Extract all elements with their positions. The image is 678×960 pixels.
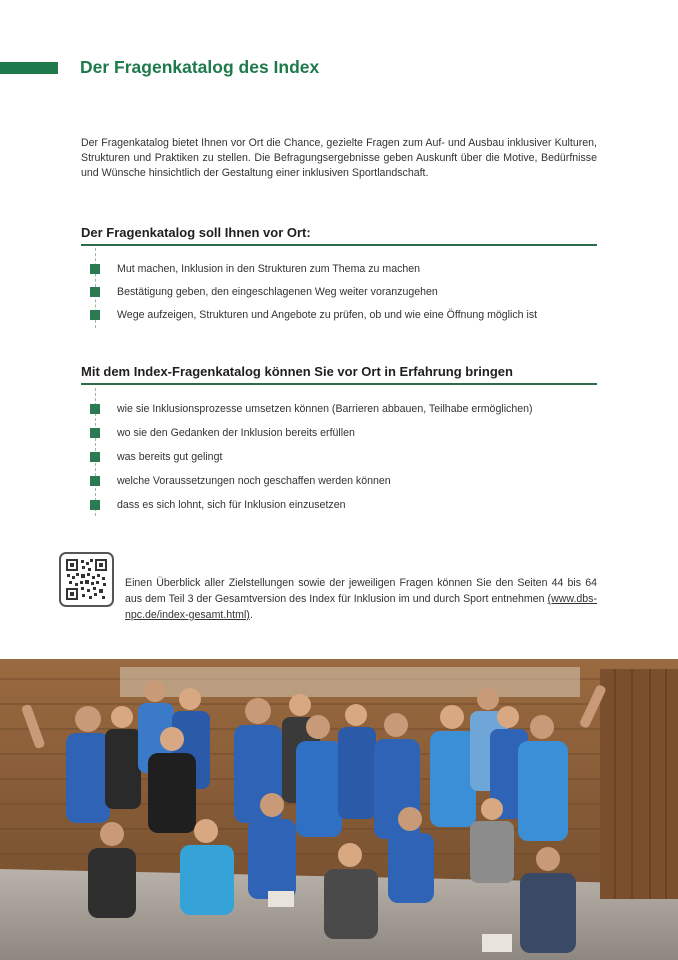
list-item	[81, 402, 597, 416]
list-item-text: welche Voraussetzungen noch geschaffen werden können	[117, 475, 391, 487]
page-title: Der Fragenkatalog des Index	[80, 57, 320, 77]
bullet-square-icon	[90, 452, 100, 462]
bullet-square-icon	[90, 264, 100, 274]
list-item	[81, 450, 597, 464]
list-item	[81, 426, 597, 440]
qr-note-tail: .	[249, 609, 253, 621]
list-item	[81, 285, 597, 299]
list-item-text: dass es sich lohnt, sich für Inklusion einzusetzen	[117, 499, 346, 511]
list-item-text: wie sie Inklusionsprozesse umsetzen können (Barrieren abbauen, Teilhabe ermöglichen)	[117, 403, 533, 415]
section-heading-2: Mit dem Index-Fragenkatalog können Sie vor Ort in Erfahrung bringen	[81, 364, 597, 385]
group-photo-illustration	[0, 659, 678, 960]
bullet-list-1	[81, 262, 597, 331]
accent-bar	[0, 62, 58, 74]
group-photo	[0, 659, 678, 960]
bullet-square-icon	[90, 310, 100, 320]
list-item	[81, 308, 597, 322]
bullet-square-icon	[90, 404, 100, 414]
list-item	[81, 474, 597, 488]
list-item-text: Wege aufzeigen, Strukturen und Angebote zu prüfen, ob und wie eine Öffnung möglich ist	[117, 309, 538, 321]
list-item-text: was bereits gut gelingt	[117, 451, 223, 463]
bullet-list-2	[81, 402, 597, 522]
qr-code-icon[interactable]	[59, 552, 114, 607]
bullet-square-icon	[90, 287, 100, 297]
list-item-text: wo sie den Gedanken der Inklusion bereits erfüllen	[117, 427, 355, 439]
section-heading-1: Der Fragenkatalog soll Ihnen vor Ort:	[81, 225, 597, 246]
bullet-square-icon	[90, 428, 100, 438]
bullet-square-icon	[90, 476, 100, 486]
qr-note	[125, 575, 597, 623]
qr-code-graphic	[66, 559, 107, 600]
list-item	[81, 262, 597, 276]
index-link[interactable]: (www.dbs-npc.de/index-gesamt.html)	[125, 593, 597, 621]
qr-note-text: Einen Überblick aller Zielstellungen sowie der jeweiligen Fragen können Sie den Seiten 44 bis 64 aus dem Teil 3 der Gesamtversion des Index für Inklusion im und durch Sport entnehmen	[125, 577, 597, 605]
list-item-text: Bestätigung geben, den eingeschlagenen Weg weiter voranzugehen	[117, 286, 438, 298]
intro-paragraph: Der Fragenkatalog bietet Ihnen vor Ort die Chance, gezielte Fragen zum Auf- und Ausbau inklusiver Kulturen, Strukturen und Praktiken zu stellen. Die Befragungsergebnisse geben Auskunft über die Motive, Bedürfnisse und Wünsche hinsichtlich der Gestaltung einer inklusiven Sportlandschaft.	[81, 137, 597, 179]
list-item-text: Mut machen, Inklusion in den Strukturen zum Thema zu machen	[117, 263, 421, 275]
list-item	[81, 498, 597, 512]
bullet-square-icon	[90, 500, 100, 510]
